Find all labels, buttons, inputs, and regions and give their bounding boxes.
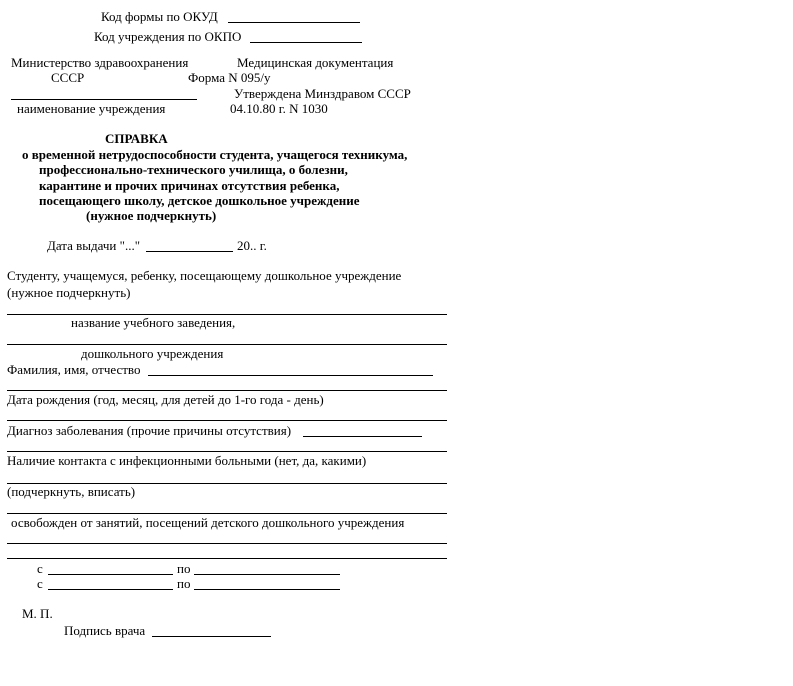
full-name-label: Фамилия, имя, отчество <box>7 362 141 377</box>
contact-field-2[interactable] <box>7 513 447 514</box>
contact-note: (подчеркнуть, вписать) <box>7 484 136 499</box>
released-field[interactable] <box>7 543 447 544</box>
title-line: посещающего школу, детское дошкольное учреждение <box>39 193 360 208</box>
okpo-label: Код учреждения по ОКПО <box>94 29 242 44</box>
from-field[interactable] <box>48 589 173 590</box>
full-name-field[interactable] <box>148 375 433 376</box>
from-label: с <box>37 561 43 576</box>
institution-caption: наименование учреждения <box>17 101 166 116</box>
birth-date-field[interactable] <box>7 420 447 421</box>
preschool-caption: дошкольного учреждения <box>81 346 224 361</box>
institution-field[interactable] <box>11 99 197 100</box>
issue-year: 20.. г. <box>237 238 267 253</box>
released-field-2[interactable] <box>7 558 447 559</box>
issue-date-field[interactable] <box>146 251 233 252</box>
school-caption: название учебного заведения, <box>71 315 236 330</box>
title-line: о временной нетрудоспособности студента, учащегося техникума, <box>22 147 408 162</box>
to-field[interactable] <box>194 574 340 575</box>
diagnosis-field-2[interactable] <box>7 451 447 452</box>
from-field[interactable] <box>48 574 173 575</box>
from-label: с <box>37 576 43 591</box>
preschool-field[interactable] <box>7 344 447 345</box>
okpo-field[interactable] <box>250 42 362 43</box>
ministry-line1: Министерство здравоохранения <box>11 55 189 70</box>
okud-label: Код формы по ОКУД <box>101 9 218 24</box>
okud-field[interactable] <box>228 22 360 23</box>
recipient-text: Студенту, учащемуся, ребенку, посещающему дошкольное учреждение <box>7 268 402 283</box>
signature-field[interactable] <box>152 636 271 637</box>
approved-date: 04.10.80 г. N 1030 <box>230 101 328 116</box>
signature-label: Подпись врача <box>64 623 146 638</box>
recipient-note: (нужное подчеркнуть) <box>7 285 131 300</box>
form-number: Форма N 095/у <box>188 70 271 85</box>
to-label: по <box>177 576 191 591</box>
released-label: освобожден от занятий, посещений детского дошкольного учреждения <box>11 515 405 530</box>
ministry-line2: СССР <box>51 70 85 85</box>
full-name-field-2[interactable] <box>7 390 447 391</box>
title-line: карантине и прочих причинах отсутствия ребенка, <box>39 178 340 193</box>
document-title: СПРАВКА <box>105 131 168 146</box>
approved: Утверждена Минздравом СССР <box>234 86 411 101</box>
birth-date-label: Дата рождения (год, месяц, для детей до 1-го года - день) <box>7 392 324 407</box>
to-label: по <box>177 561 191 576</box>
title-line: профессионально-технического училища, о болезни, <box>39 162 348 177</box>
diagnosis-field[interactable] <box>303 436 422 437</box>
stamp-label: М. П. <box>22 606 53 621</box>
issue-date-label: Дата выдачи "..." <box>47 238 141 253</box>
title-line: (нужное подчеркнуть) <box>86 208 217 223</box>
diagnosis-label: Диагноз заболевания (прочие причины отсутствия) <box>7 423 292 438</box>
contact-label: Наличие контакта с инфекционными больными (нет, да, какими) <box>7 453 367 468</box>
med-doc: Медицинская документация <box>237 55 394 70</box>
to-field[interactable] <box>194 589 340 590</box>
